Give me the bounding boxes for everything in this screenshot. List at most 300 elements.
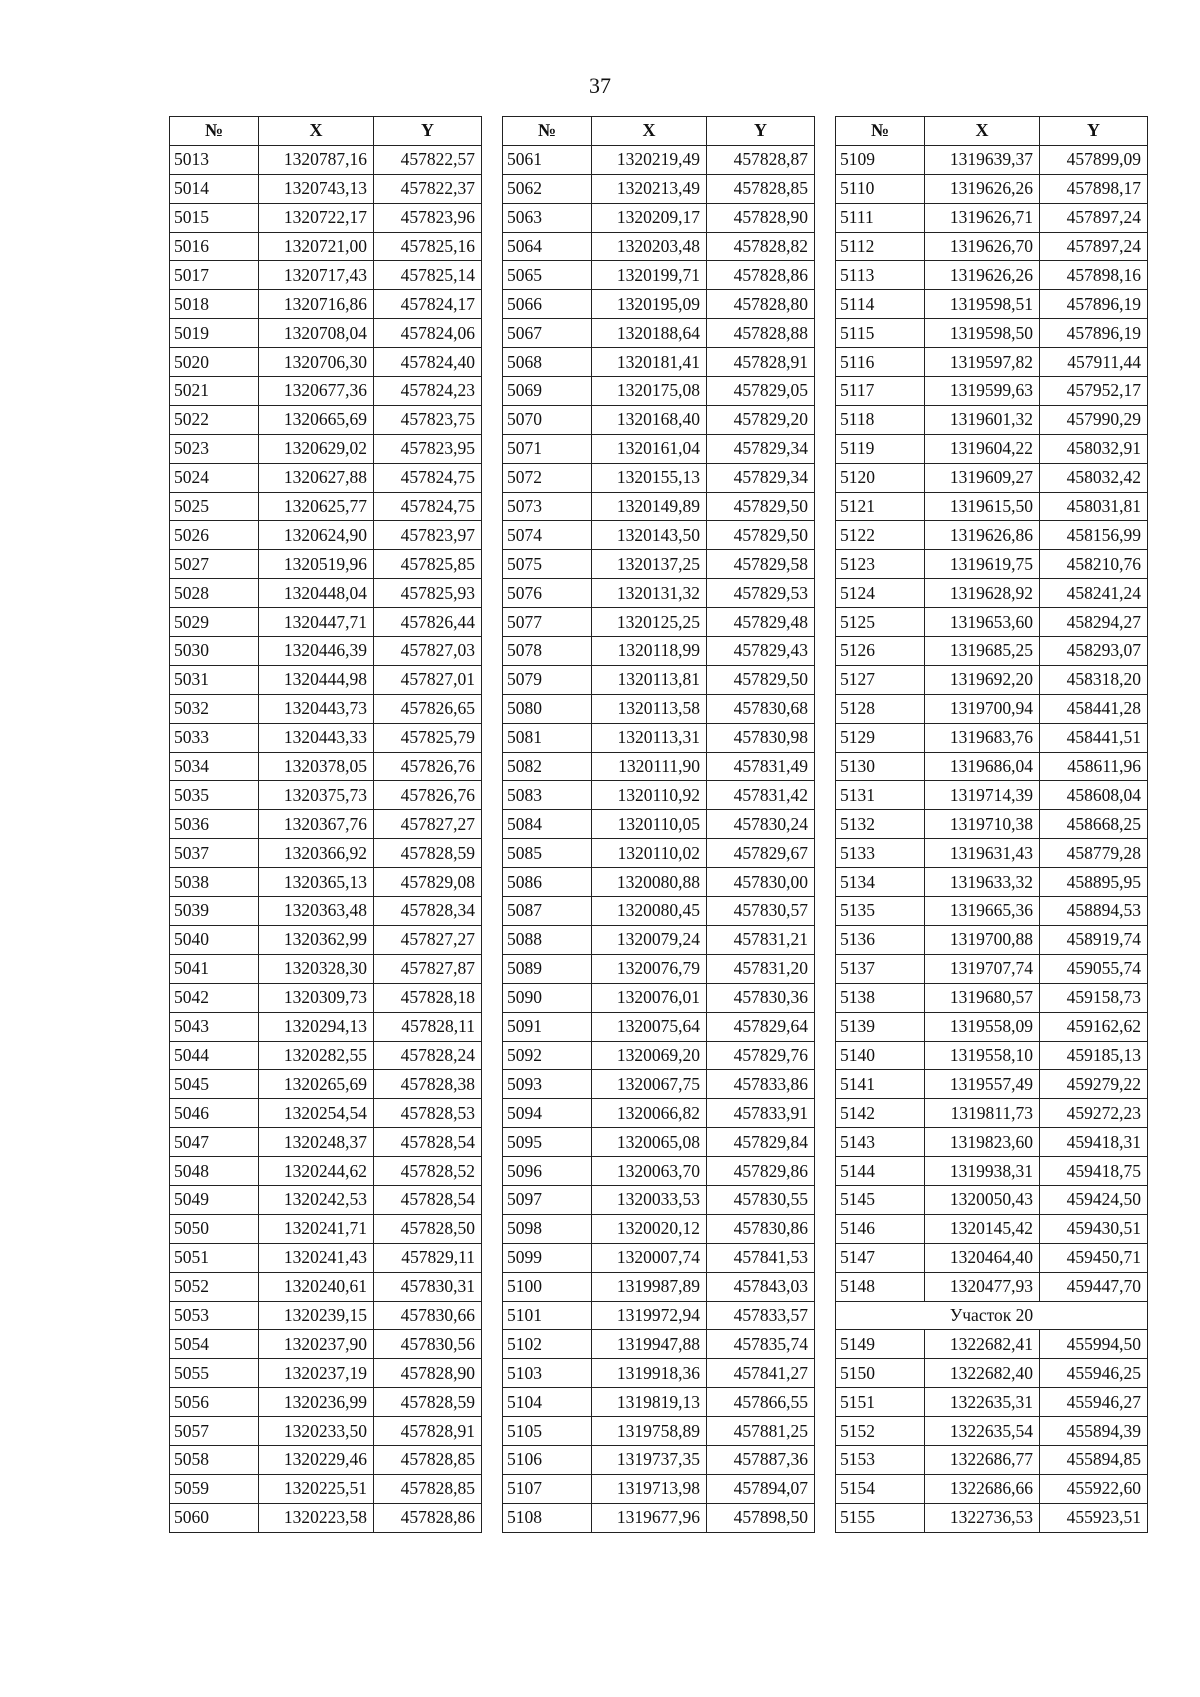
x-coordinate-cell: 1320213,49 [592, 174, 707, 203]
y-coordinate-cell: 457826,76 [374, 781, 482, 810]
table-row [503, 1070, 815, 1099]
x-coordinate-cell: 1320375,73 [259, 781, 374, 810]
point-number-cell: 5110 [836, 174, 925, 203]
table-row [170, 1417, 482, 1446]
point-number-cell: 5016 [170, 232, 259, 261]
point-number-cell: 5076 [503, 579, 592, 608]
point-number-cell: 5056 [170, 1388, 259, 1417]
table-row [836, 1359, 1148, 1388]
x-coordinate-cell: 1319737,35 [592, 1445, 707, 1474]
x-coordinate-cell: 1319665,36 [925, 897, 1040, 926]
x-coordinate-cell: 1319713,98 [592, 1474, 707, 1503]
table-row [503, 868, 815, 897]
y-coordinate-cell: 457825,16 [374, 232, 482, 261]
y-coordinate-cell: 457866,55 [707, 1388, 815, 1417]
x-coordinate-cell: 1320066,82 [592, 1099, 707, 1128]
table-row [170, 954, 482, 983]
point-number-cell: 5072 [503, 463, 592, 492]
x-coordinate-cell: 1320444,98 [259, 665, 374, 694]
table-row [836, 1243, 1148, 1272]
point-number-cell: 5105 [503, 1417, 592, 1446]
table-row [836, 839, 1148, 868]
y-coordinate-cell: 459279,22 [1040, 1070, 1148, 1099]
point-number-cell: 5071 [503, 434, 592, 463]
x-coordinate-cell: 1320075,64 [592, 1012, 707, 1041]
table-header-row [503, 117, 815, 146]
table-row [836, 1445, 1148, 1474]
point-number-cell: 5029 [170, 608, 259, 637]
table-row [836, 348, 1148, 377]
point-number-cell: 5122 [836, 521, 925, 550]
y-coordinate-cell: 457881,25 [707, 1417, 815, 1446]
x-coordinate-cell: 1320624,90 [259, 521, 374, 550]
point-number-cell: 5129 [836, 723, 925, 752]
table-row [503, 1157, 815, 1186]
table-row [836, 897, 1148, 926]
x-coordinate-cell: 1320248,37 [259, 1128, 374, 1157]
y-coordinate-cell: 459272,23 [1040, 1099, 1148, 1128]
point-number-cell: 5126 [836, 637, 925, 666]
table-row [503, 1417, 815, 1446]
point-number-cell: 5031 [170, 665, 259, 694]
y-coordinate-cell: 459158,73 [1040, 983, 1148, 1012]
y-coordinate-cell: 457828,82 [707, 232, 815, 261]
x-coordinate-cell: 1320242,53 [259, 1185, 374, 1214]
table-row [836, 1099, 1148, 1128]
table-row [836, 145, 1148, 174]
x-coordinate-cell: 1319677,96 [592, 1503, 707, 1532]
x-coordinate-cell: 1320677,36 [259, 377, 374, 406]
x-coordinate-cell: 1320020,12 [592, 1214, 707, 1243]
table-row [503, 579, 815, 608]
table-header-row [836, 117, 1148, 146]
point-number-cell: 5023 [170, 434, 259, 463]
table-row [836, 377, 1148, 406]
x-coordinate-cell: 1320113,81 [592, 665, 707, 694]
y-coordinate-cell: 457828,54 [374, 1128, 482, 1157]
y-coordinate-cell: 457827,27 [374, 925, 482, 954]
table-row [170, 1474, 482, 1503]
point-number-cell: 5091 [503, 1012, 592, 1041]
y-coordinate-cell: 457830,31 [374, 1272, 482, 1301]
x-coordinate-cell: 1319811,73 [925, 1099, 1040, 1128]
x-coordinate-cell: 1319700,88 [925, 925, 1040, 954]
header-number: № [503, 117, 592, 146]
y-coordinate-cell: 457829,76 [707, 1041, 815, 1070]
y-coordinate-cell: 458441,51 [1040, 723, 1148, 752]
point-number-cell: 5123 [836, 550, 925, 579]
table-row [170, 925, 482, 954]
point-number-cell: 5144 [836, 1157, 925, 1186]
x-coordinate-cell: 1320446,39 [259, 637, 374, 666]
point-number-cell: 5133 [836, 839, 925, 868]
table-row [170, 290, 482, 319]
table-row [503, 492, 815, 521]
point-number-cell: 5083 [503, 781, 592, 810]
x-coordinate-cell: 1319639,37 [925, 145, 1040, 174]
table-row [170, 868, 482, 897]
x-coordinate-cell: 1320219,49 [592, 145, 707, 174]
table-row [170, 983, 482, 1012]
point-number-cell: 5153 [836, 1445, 925, 1474]
point-number-cell: 5140 [836, 1041, 925, 1070]
y-coordinate-cell: 455994,50 [1040, 1330, 1148, 1359]
point-number-cell: 5106 [503, 1445, 592, 1474]
x-coordinate-cell: 1322736,53 [925, 1503, 1040, 1532]
x-coordinate-cell: 1320079,24 [592, 925, 707, 954]
point-number-cell: 5082 [503, 752, 592, 781]
y-coordinate-cell: 458241,24 [1040, 579, 1148, 608]
y-coordinate-cell: 457899,09 [1040, 145, 1148, 174]
point-number-cell: 5096 [503, 1157, 592, 1186]
x-coordinate-cell: 1319619,75 [925, 550, 1040, 579]
point-number-cell: 5101 [503, 1301, 592, 1330]
x-coordinate-cell: 1320721,00 [259, 232, 374, 261]
x-coordinate-cell: 1320722,17 [259, 203, 374, 232]
table-row [836, 174, 1148, 203]
x-coordinate-cell: 1320237,90 [259, 1330, 374, 1359]
point-number-cell: 5102 [503, 1330, 592, 1359]
y-coordinate-cell: 459162,62 [1040, 1012, 1148, 1041]
table-row [503, 665, 815, 694]
y-coordinate-cell: 457829,08 [374, 868, 482, 897]
y-coordinate-cell: 457828,91 [374, 1417, 482, 1446]
point-number-cell: 5055 [170, 1359, 259, 1388]
table-row [503, 1388, 815, 1417]
table-row [170, 897, 482, 926]
y-coordinate-cell: 458318,20 [1040, 665, 1148, 694]
y-coordinate-cell: 457896,19 [1040, 290, 1148, 319]
table-row [503, 1330, 815, 1359]
y-coordinate-cell: 457822,37 [374, 174, 482, 203]
point-number-cell: 5039 [170, 897, 259, 926]
table-row [170, 203, 482, 232]
x-coordinate-cell: 1320464,40 [925, 1243, 1040, 1272]
y-coordinate-cell: 457897,24 [1040, 232, 1148, 261]
y-coordinate-cell: 457887,36 [707, 1445, 815, 1474]
point-number-cell: 5080 [503, 694, 592, 723]
y-coordinate-cell: 457898,17 [1040, 174, 1148, 203]
table-row [170, 434, 482, 463]
point-number-cell: 5062 [503, 174, 592, 203]
point-number-cell: 5127 [836, 665, 925, 694]
x-coordinate-cell: 1319558,09 [925, 1012, 1040, 1041]
x-coordinate-cell: 1319626,71 [925, 203, 1040, 232]
point-number-cell: 5067 [503, 319, 592, 348]
table-row [503, 203, 815, 232]
x-coordinate-cell: 1320203,48 [592, 232, 707, 261]
y-coordinate-cell: 457829,20 [707, 405, 815, 434]
table-row [503, 781, 815, 810]
y-coordinate-cell: 457841,27 [707, 1359, 815, 1388]
point-number-cell: 5052 [170, 1272, 259, 1301]
x-coordinate-cell: 1320244,62 [259, 1157, 374, 1186]
table-row [836, 1503, 1148, 1532]
table-row [836, 521, 1148, 550]
x-coordinate-cell: 1319700,94 [925, 694, 1040, 723]
y-coordinate-cell: 457828,86 [374, 1503, 482, 1532]
y-coordinate-cell: 457827,01 [374, 665, 482, 694]
point-number-cell: 5146 [836, 1214, 925, 1243]
table-row [836, 608, 1148, 637]
x-coordinate-cell: 1319758,89 [592, 1417, 707, 1446]
x-coordinate-cell: 1320225,51 [259, 1474, 374, 1503]
table-row [503, 1185, 815, 1214]
y-coordinate-cell: 458611,96 [1040, 752, 1148, 781]
table-row [503, 174, 815, 203]
x-coordinate-cell: 1320111,90 [592, 752, 707, 781]
table-row [170, 1070, 482, 1099]
point-number-cell: 5090 [503, 983, 592, 1012]
point-number-cell: 5081 [503, 723, 592, 752]
y-coordinate-cell: 457828,91 [707, 348, 815, 377]
y-coordinate-cell: 457828,50 [374, 1214, 482, 1243]
y-coordinate-cell: 457828,34 [374, 897, 482, 926]
y-coordinate-cell: 458032,42 [1040, 463, 1148, 492]
x-coordinate-cell: 1320195,09 [592, 290, 707, 319]
y-coordinate-cell: 457841,53 [707, 1243, 815, 1272]
table-row [503, 723, 815, 752]
table-row [503, 1301, 815, 1330]
point-number-cell: 5142 [836, 1099, 925, 1128]
x-coordinate-cell: 1320294,13 [259, 1012, 374, 1041]
point-number-cell: 5145 [836, 1185, 925, 1214]
table-header-row [170, 117, 482, 146]
point-number-cell: 5141 [836, 1070, 925, 1099]
point-number-cell: 5113 [836, 261, 925, 290]
x-coordinate-cell: 1320448,04 [259, 579, 374, 608]
x-coordinate-cell: 1320665,69 [259, 405, 374, 434]
x-coordinate-cell: 1320033,53 [592, 1185, 707, 1214]
header-y: Y [374, 117, 482, 146]
table-row [836, 752, 1148, 781]
y-coordinate-cell: 457829,67 [707, 839, 815, 868]
table-row [170, 579, 482, 608]
point-number-cell: 5093 [503, 1070, 592, 1099]
table-row [170, 1445, 482, 1474]
x-coordinate-cell: 1320007,74 [592, 1243, 707, 1272]
table-row [836, 868, 1148, 897]
table-row [503, 839, 815, 868]
point-number-cell: 5085 [503, 839, 592, 868]
table-row [503, 521, 815, 550]
point-number-cell: 5070 [503, 405, 592, 434]
point-number-cell: 5100 [503, 1272, 592, 1301]
x-coordinate-cell: 1320237,19 [259, 1359, 374, 1388]
table-row [836, 1012, 1148, 1041]
table-row [836, 1272, 1148, 1301]
point-number-cell: 5042 [170, 983, 259, 1012]
point-number-cell: 5139 [836, 1012, 925, 1041]
x-coordinate-cell: 1320188,64 [592, 319, 707, 348]
y-coordinate-cell: 457828,90 [707, 203, 815, 232]
x-coordinate-cell: 1320265,69 [259, 1070, 374, 1099]
point-number-cell: 5136 [836, 925, 925, 954]
header-x: X [592, 117, 707, 146]
x-coordinate-cell: 1319819,13 [592, 1388, 707, 1417]
x-coordinate-cell: 1320110,92 [592, 781, 707, 810]
y-coordinate-cell: 457831,20 [707, 954, 815, 983]
point-number-cell: 5026 [170, 521, 259, 550]
point-number-cell: 5065 [503, 261, 592, 290]
point-number-cell: 5050 [170, 1214, 259, 1243]
x-coordinate-cell: 1320175,08 [592, 377, 707, 406]
y-coordinate-cell: 457824,75 [374, 492, 482, 521]
point-number-cell: 5092 [503, 1041, 592, 1070]
header-number: № [170, 117, 259, 146]
x-coordinate-cell: 1320236,99 [259, 1388, 374, 1417]
header-number: № [836, 117, 925, 146]
y-coordinate-cell: 457828,54 [374, 1185, 482, 1214]
x-coordinate-cell: 1322635,54 [925, 1417, 1040, 1446]
y-coordinate-cell: 457828,53 [374, 1099, 482, 1128]
table-row [836, 694, 1148, 723]
y-coordinate-cell: 457831,42 [707, 781, 815, 810]
table-row [170, 1214, 482, 1243]
table-row [170, 1301, 482, 1330]
point-number-cell: 5017 [170, 261, 259, 290]
x-coordinate-cell: 1320625,77 [259, 492, 374, 521]
x-coordinate-cell: 1319683,76 [925, 723, 1040, 752]
point-number-cell: 5151 [836, 1388, 925, 1417]
y-coordinate-cell: 457828,88 [707, 319, 815, 348]
table-row [503, 608, 815, 637]
x-coordinate-cell: 1320209,17 [592, 203, 707, 232]
point-number-cell: 5143 [836, 1128, 925, 1157]
table-row [836, 203, 1148, 232]
point-number-cell: 5099 [503, 1243, 592, 1272]
x-coordinate-cell: 1320137,25 [592, 550, 707, 579]
table-row [170, 348, 482, 377]
y-coordinate-cell: 457823,97 [374, 521, 482, 550]
point-number-cell: 5047 [170, 1128, 259, 1157]
point-number-cell: 5020 [170, 348, 259, 377]
x-coordinate-cell: 1319987,89 [592, 1272, 707, 1301]
point-number-cell: 5095 [503, 1128, 592, 1157]
point-number-cell: 5078 [503, 637, 592, 666]
point-number-cell: 5048 [170, 1157, 259, 1186]
table-row [503, 463, 815, 492]
point-number-cell: 5057 [170, 1417, 259, 1446]
y-coordinate-cell: 458032,91 [1040, 434, 1148, 463]
point-number-cell: 5035 [170, 781, 259, 810]
x-coordinate-cell: 1320223,58 [259, 1503, 374, 1532]
x-coordinate-cell: 1320199,71 [592, 261, 707, 290]
x-coordinate-cell: 1320110,02 [592, 839, 707, 868]
point-number-cell: 5022 [170, 405, 259, 434]
table-row [503, 232, 815, 261]
x-coordinate-cell: 1319631,43 [925, 839, 1040, 868]
point-number-cell: 5128 [836, 694, 925, 723]
y-coordinate-cell: 457835,74 [707, 1330, 815, 1359]
table-row [836, 261, 1148, 290]
point-number-cell: 5134 [836, 868, 925, 897]
table-row [170, 1128, 482, 1157]
y-coordinate-cell: 455946,27 [1040, 1388, 1148, 1417]
x-coordinate-cell: 1319710,38 [925, 810, 1040, 839]
x-coordinate-cell: 1319685,25 [925, 637, 1040, 666]
point-number-cell: 5013 [170, 145, 259, 174]
table-row [170, 810, 482, 839]
y-coordinate-cell: 457824,23 [374, 377, 482, 406]
y-coordinate-cell: 458031,81 [1040, 492, 1148, 521]
y-coordinate-cell: 458210,76 [1040, 550, 1148, 579]
x-coordinate-cell: 1320145,42 [925, 1214, 1040, 1243]
table-row [503, 1359, 815, 1388]
y-coordinate-cell: 457833,57 [707, 1301, 815, 1330]
header-x: X [925, 117, 1040, 146]
y-coordinate-cell: 455894,39 [1040, 1417, 1148, 1446]
x-coordinate-cell: 1320443,73 [259, 694, 374, 723]
point-number-cell: 5049 [170, 1185, 259, 1214]
table-row [503, 1041, 815, 1070]
table-row [170, 1041, 482, 1070]
y-coordinate-cell: 457823,96 [374, 203, 482, 232]
point-number-cell: 5150 [836, 1359, 925, 1388]
y-coordinate-cell: 457830,55 [707, 1185, 815, 1214]
x-coordinate-cell: 1320362,99 [259, 925, 374, 954]
table-row [836, 1070, 1148, 1099]
x-coordinate-cell: 1320443,33 [259, 723, 374, 752]
x-coordinate-cell: 1320065,08 [592, 1128, 707, 1157]
y-coordinate-cell: 455894,85 [1040, 1445, 1148, 1474]
coordinates-table-1 [169, 116, 482, 1533]
table-row [170, 1272, 482, 1301]
point-number-cell: 5024 [170, 463, 259, 492]
point-number-cell: 5120 [836, 463, 925, 492]
y-coordinate-cell: 457829,11 [374, 1243, 482, 1272]
table-row [170, 550, 482, 579]
point-number-cell: 5079 [503, 665, 592, 694]
point-number-cell: 5060 [170, 1503, 259, 1532]
table-row [503, 377, 815, 406]
y-coordinate-cell: 457823,75 [374, 405, 482, 434]
header-y: Y [1040, 117, 1148, 146]
table-row [503, 810, 815, 839]
point-number-cell: 5034 [170, 752, 259, 781]
x-coordinate-cell: 1320254,54 [259, 1099, 374, 1128]
header-x: X [259, 117, 374, 146]
y-coordinate-cell: 457830,66 [374, 1301, 482, 1330]
x-coordinate-cell: 1319599,63 [925, 377, 1040, 406]
x-coordinate-cell: 1322682,40 [925, 1359, 1040, 1388]
x-coordinate-cell: 1320233,50 [259, 1417, 374, 1446]
table-row [503, 1099, 815, 1128]
x-coordinate-cell: 1320717,43 [259, 261, 374, 290]
point-number-cell: 5131 [836, 781, 925, 810]
point-number-cell: 5147 [836, 1243, 925, 1272]
y-coordinate-cell: 457827,03 [374, 637, 482, 666]
x-coordinate-cell: 1319692,20 [925, 665, 1040, 694]
point-number-cell: 5108 [503, 1503, 592, 1532]
table-row [503, 1272, 815, 1301]
y-coordinate-cell: 457826,44 [374, 608, 482, 637]
table-row [503, 1128, 815, 1157]
x-coordinate-cell: 1319557,49 [925, 1070, 1040, 1099]
x-coordinate-cell: 1322686,66 [925, 1474, 1040, 1503]
point-number-cell: 5058 [170, 1445, 259, 1474]
table-row [170, 319, 482, 348]
y-coordinate-cell: 458441,28 [1040, 694, 1148, 723]
y-coordinate-cell: 457831,21 [707, 925, 815, 954]
page-number: 37 [589, 73, 611, 98]
section-row [836, 1301, 1148, 1330]
table-row [503, 752, 815, 781]
y-coordinate-cell: 457897,24 [1040, 203, 1148, 232]
table-row [836, 463, 1148, 492]
table-row [836, 1041, 1148, 1070]
table-row [836, 1185, 1148, 1214]
